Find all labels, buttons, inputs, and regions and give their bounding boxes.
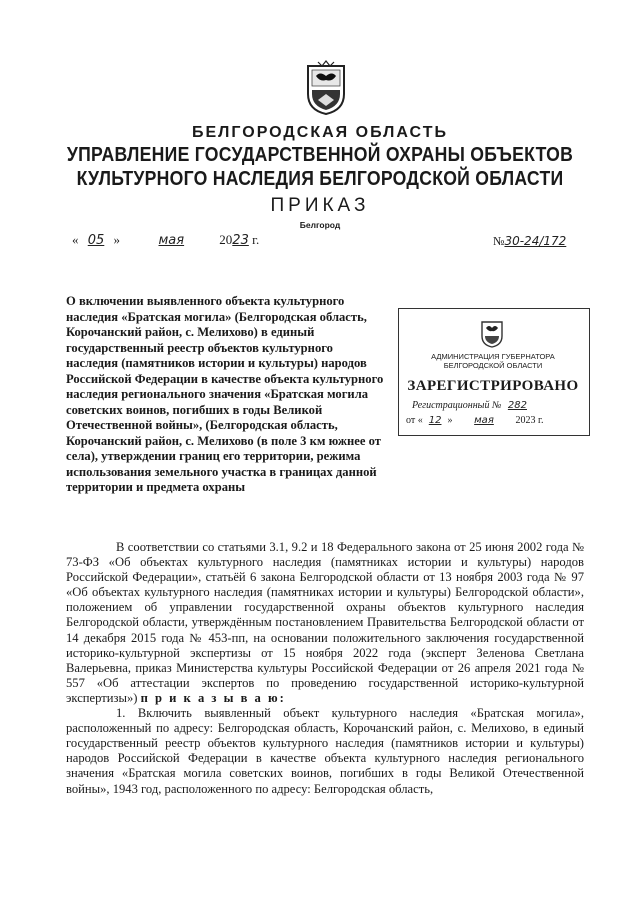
order-number-prefix: № [493, 234, 505, 248]
stamp-reg-label: Регистрационный № [412, 400, 502, 411]
region-name: БЕЛГОРОДСКАЯ ОБЛАСТЬ [192, 124, 448, 141]
stamp-emblem-icon [479, 318, 505, 348]
department-name-line2: КУЛЬТУРНОГО НАСЛЕДИЯ БЕЛГОРОДСКОЙ ОБЛАСТИ [76, 167, 564, 190]
date-month: мая [158, 233, 185, 248]
preamble-text: В соответствии со статьями 3.1, 9.2 и 18 Федерального закона от 25 июня 2002 года № 73-ФЗ «Об объектах культурного наследия (памятниках истории и культуры) народов Российской Федерации», статьёй 6 закона Белгородской области от 13 ноября 2003 года № 97 «Об объектах культурного наследия (памятниках истории и культуры) Белгородской области», положением об управлении государственной охраны объектов культурного наследия Белгородской области, утверждённым постановлением Правительства Белгородской области от 14 декабря 2015 года № 453-пп, на основании положительного заключения государственной историко-культурной экспертизы от 15 ноября 2022 года (эксперт Зеленова Светлана Валерьевна, приказ Министерства культуры Российской Федерации от 26 апреля 2021 года № 557 «Об аттестации экспертов по проведению государственной историко-культурной экспертизы») [66, 540, 584, 705]
order-number [493, 234, 566, 249]
date-year: 23 [232, 233, 249, 248]
city-name: Белгород [299, 220, 341, 230]
stamp-registered: ЗАРЕГИСТРИРОВАНО [407, 378, 579, 394]
date-year-end: г. [252, 232, 260, 247]
stamp-date-month: мая [474, 415, 494, 426]
coat-of-arms-icon [304, 60, 348, 116]
stamp-date-mid: » [447, 415, 453, 426]
stamp-date-from: от « [406, 415, 423, 426]
department-name-line1: УПРАВЛЕНИЕ ГОСУДАРСТВЕННОЙ ОХРАНЫ ОБЪЕКТОВ [66, 143, 574, 166]
department-name [45, 143, 595, 191]
order-body [66, 540, 584, 797]
stamp-date-day: 12 [428, 415, 442, 426]
stamp-date-year: 2023 г. [515, 415, 544, 426]
stamp-reg-number [412, 400, 531, 411]
order-date [72, 232, 259, 248]
date-year-prefix: 20 [219, 232, 233, 247]
stamp-date [406, 415, 543, 426]
order-keyword: п р и к а з ы в а ю: [140, 690, 286, 705]
order-subject: О включении выявленного объекта культурного наследия «Братская могила» (Белгородская область, Корочанский район, с. Мелихово) в единый государственный реестр объектов культурного наследия (памятников истории и культуры) народов Российской Федерации в качестве объекта культурного наследия регионального значения «Братская могила советских воинов, погибших в годы Великой Отечественной войны», (Белгородская область, Корочанский район, с. Мелихово (в поле 3 км южнее от села), утверждении границ его территории, режима использования земельного участка в границах данной территории и предмета охраны [66, 294, 384, 494]
body-paragraph-1: 1. Включить выявленный объект культурного наследия «Братская могила», расположенный по адресу: Белгородская область, Корочанский район, с. Мелихово, в единый государственный реестр объектов культурного наследия (памятников истории и культуры) народов Российской Федерации в качестве объекта культурного наследия регионального значения «Братская могила советских воинов, погибших в годы Великой Отечественной войны», 1943 год, расположенного по адресу: Белгородская область, [66, 706, 584, 796]
date-open-quote: « [72, 232, 79, 247]
stamp-organization [398, 352, 588, 370]
stamp-org-line2: БЕЛГОРОДСКОЙ ОБЛАСТИ [443, 361, 543, 370]
date-close-quote: » [113, 232, 121, 247]
stamp-reg-value: 282 [507, 400, 527, 411]
order-number-value: 30-24/172 [504, 234, 567, 248]
date-day: 05 [87, 233, 105, 248]
body-paragraph-preamble [66, 540, 584, 706]
document-type: ПРИКАЗ [270, 195, 370, 216]
stamp-org-line1: АДМИНИСТРАЦИЯ ГУБЕРНАТОРА [431, 352, 555, 361]
